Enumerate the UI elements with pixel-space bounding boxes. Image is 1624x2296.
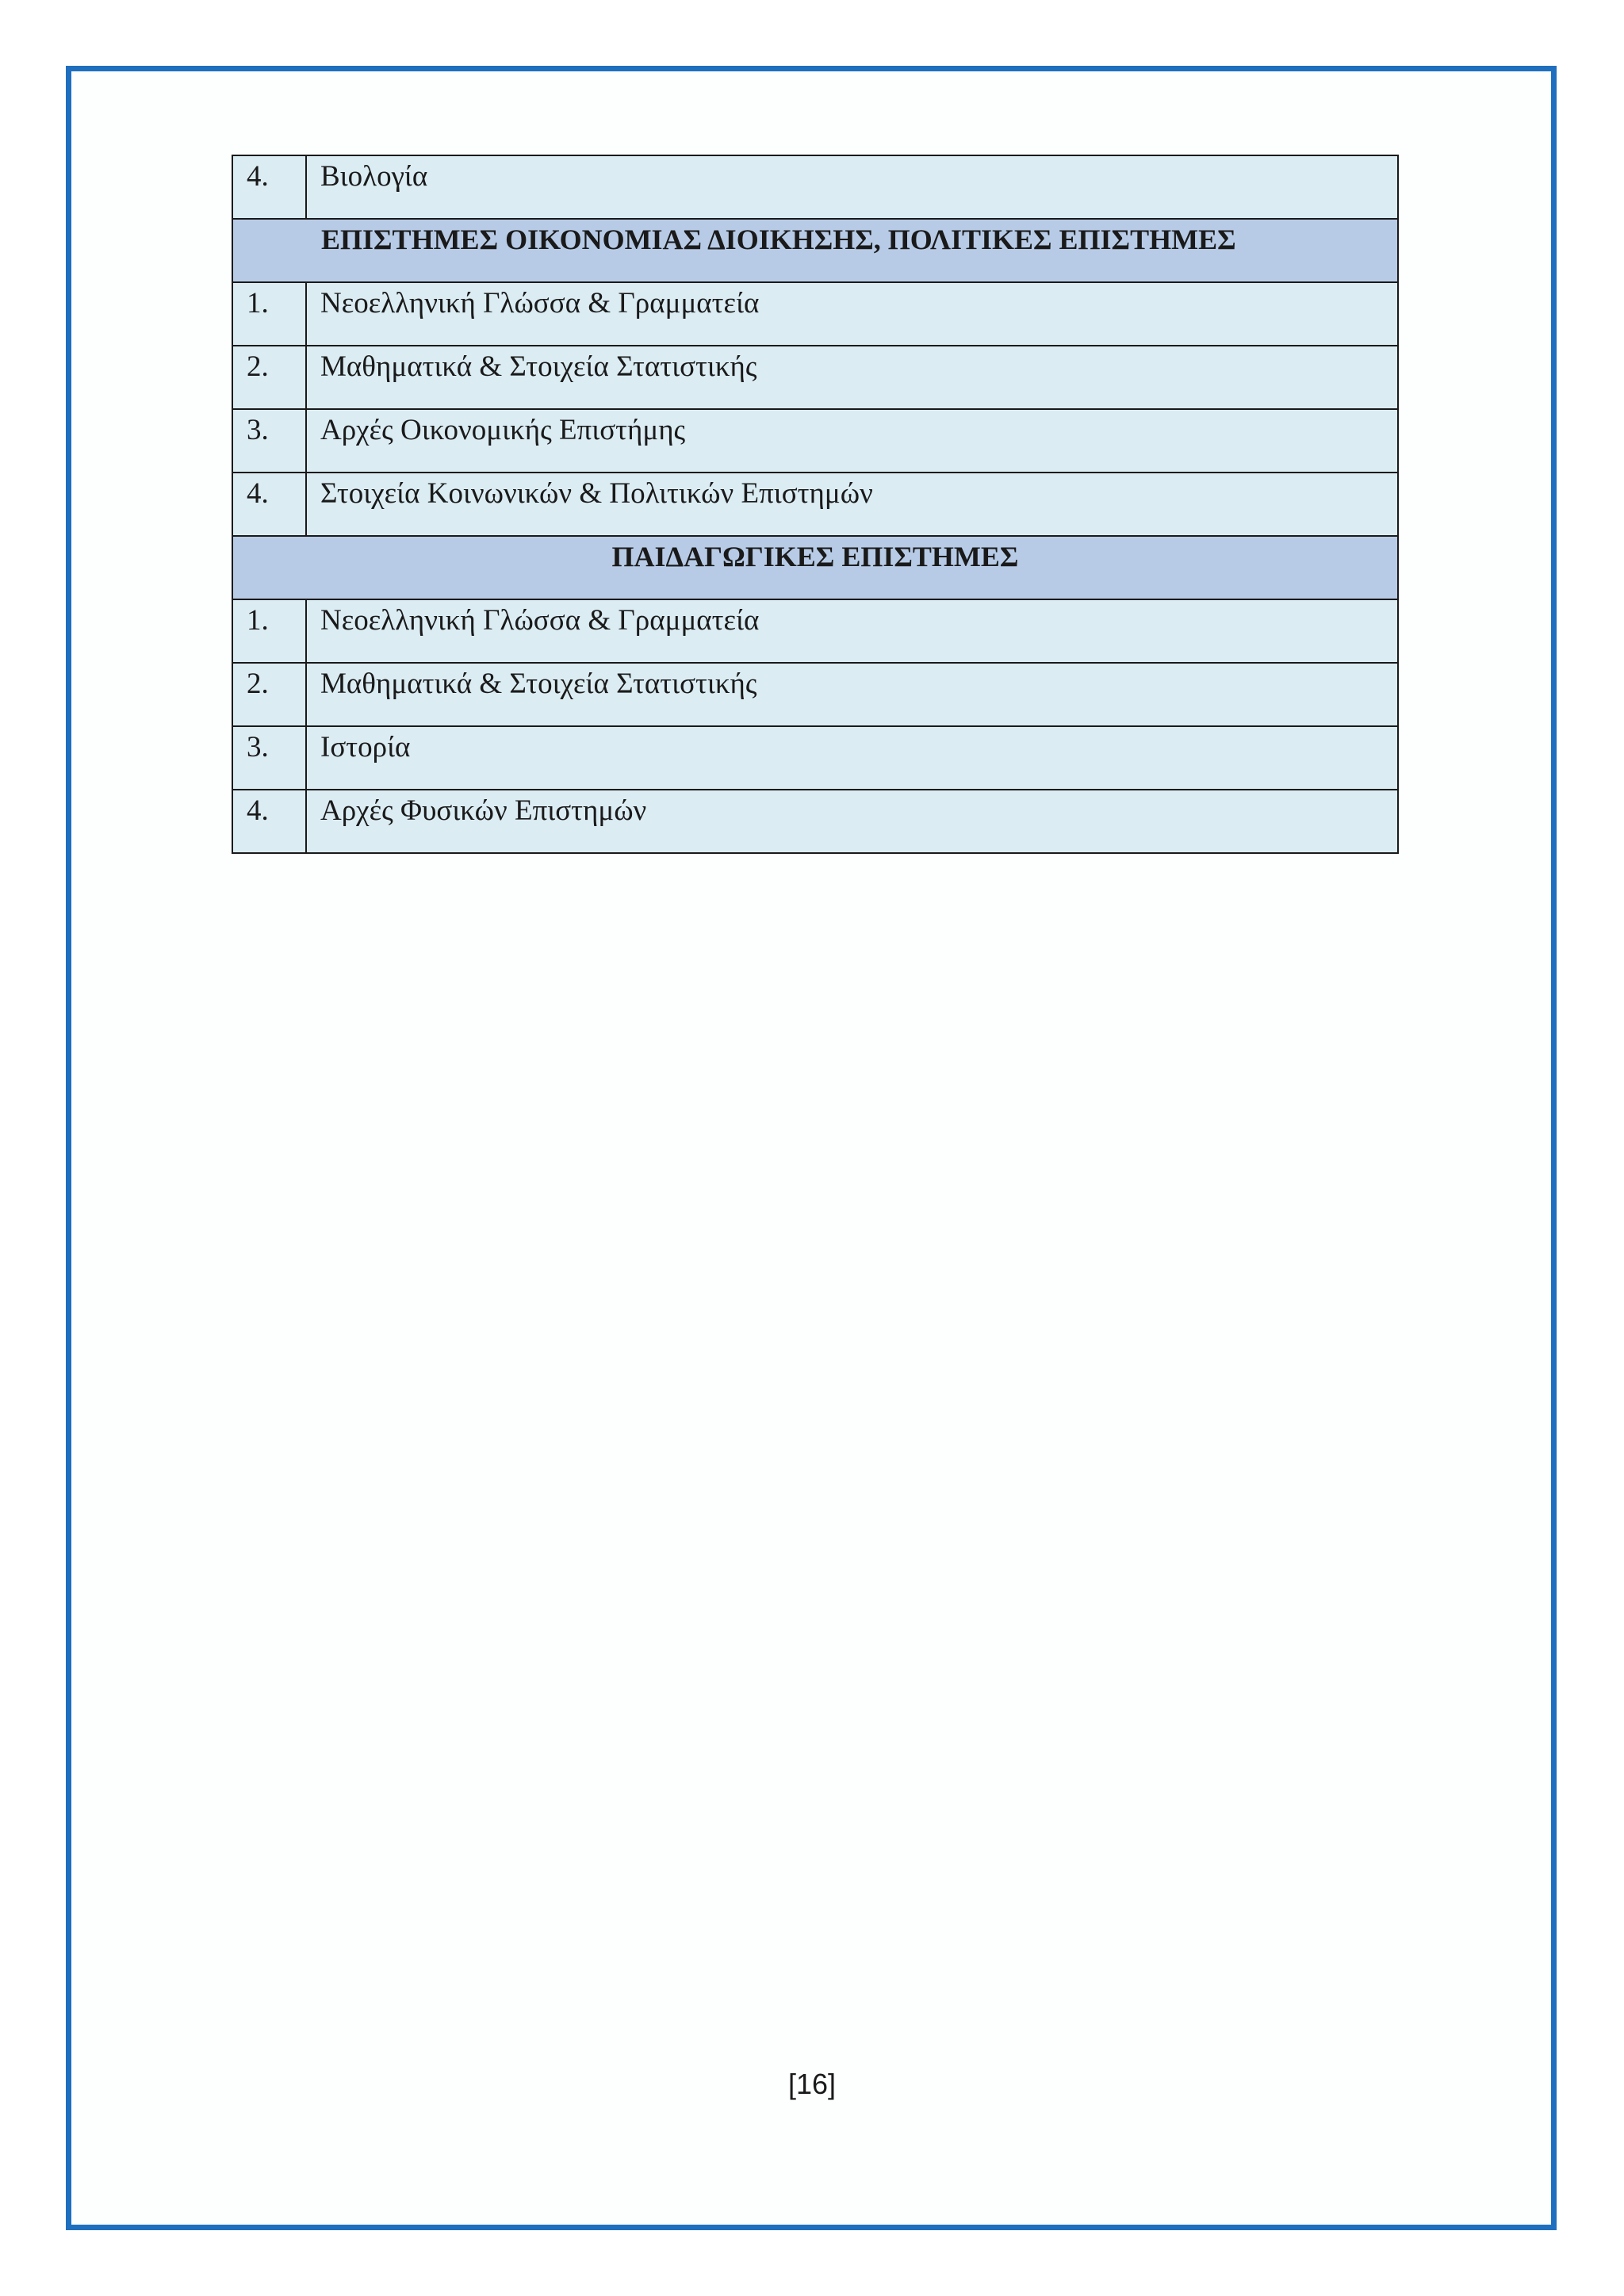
subject-name: Ιστορία	[306, 726, 1398, 790]
section-header-row	[232, 536, 1398, 599]
table-row	[232, 409, 1398, 473]
item-number: 2.	[232, 663, 306, 726]
subject-name: Στοιχεία Κοινωνικών & Πολιτικών Επιστημών	[306, 473, 1398, 536]
table-row	[232, 473, 1398, 536]
table-row	[232, 282, 1398, 346]
item-number: 4.	[232, 790, 306, 853]
section-header: ΕΠΙΣΤΗΜΕΣ ΟΙΚΟΝΟΜΙΑΣ ΔΙΟΙΚΗΣΗΣ, ΠΟΛΙΤΙΚΕΣ ΕΠΙΣΤΗΜΕΣ	[232, 219, 1398, 282]
subject-name: Αρχές Φυσικών Επιστημών	[306, 790, 1398, 853]
subject-name: Αρχές Οικονομικής Επιστήμης	[306, 409, 1398, 473]
table-row	[232, 790, 1398, 853]
table-row	[232, 663, 1398, 726]
table-row	[232, 726, 1398, 790]
subject-name: Μαθηματικά & Στοιχεία Στατιστικής	[306, 346, 1398, 409]
item-number: 4.	[232, 473, 306, 536]
item-number: 2.	[232, 346, 306, 409]
item-number: 1.	[232, 282, 306, 346]
table-row	[232, 599, 1398, 663]
section-header: ΠΑΙΔΑΓΩΓΙΚΕΣ ΕΠΙΣΤΗΜΕΣ	[232, 536, 1398, 599]
subjects-table-body	[232, 155, 1398, 853]
item-number: 3.	[232, 726, 306, 790]
subject-name: Νεοελληνική Γλώσσα & Γραμματεία	[306, 599, 1398, 663]
item-number: 4.	[232, 155, 306, 219]
item-number: 3.	[232, 409, 306, 473]
page-number: [16]	[787, 2068, 837, 2100]
subject-name: Μαθηματικά & Στοιχεία Στατιστικής	[306, 663, 1398, 726]
section-header-row	[232, 219, 1398, 282]
table-row	[232, 155, 1398, 219]
subject-name: Νεοελληνική Γλώσσα & Γραμματεία	[306, 282, 1398, 346]
subject-name: Βιολογία	[306, 155, 1398, 219]
table-row	[232, 346, 1398, 409]
item-number: 1.	[232, 599, 306, 663]
subjects-table	[232, 155, 1399, 854]
